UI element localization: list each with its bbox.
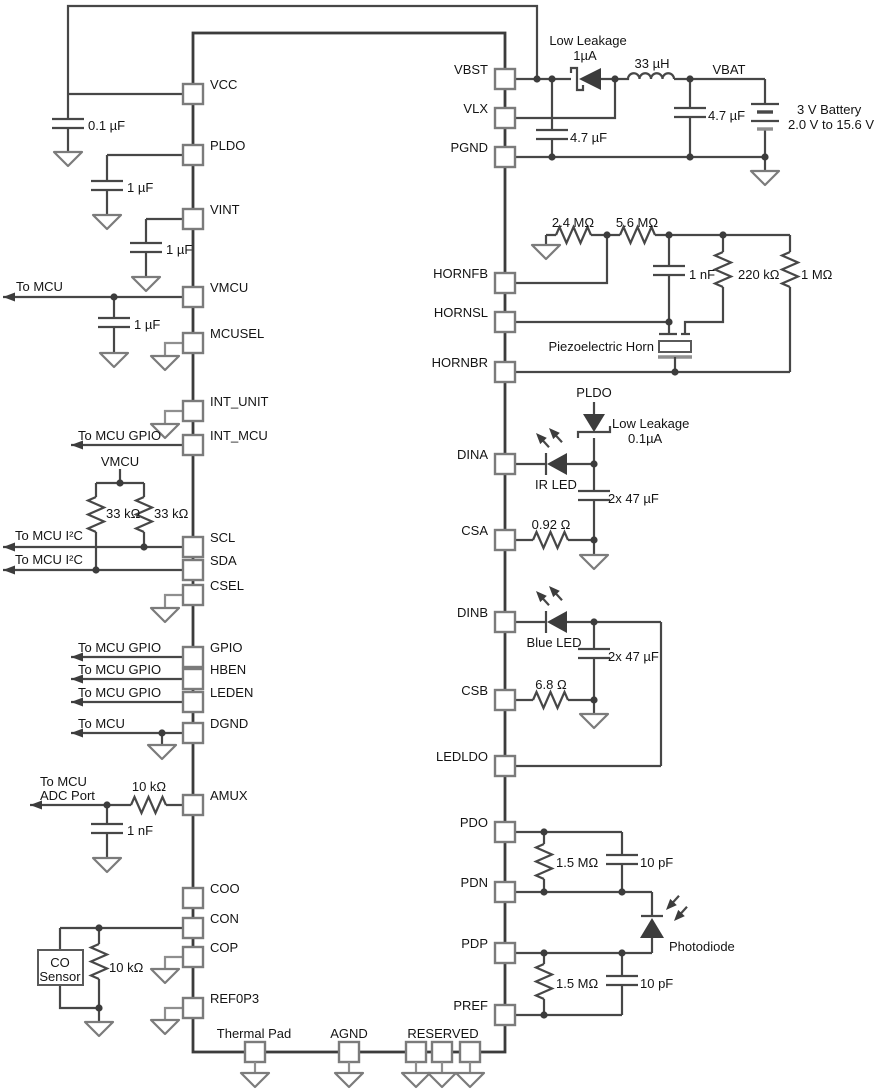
pin-label-dgnd: DGND bbox=[210, 716, 249, 731]
vint-cap-value: 1 µF bbox=[166, 242, 193, 257]
amux-r-value: 10 kΩ bbox=[131, 779, 167, 794]
pd-r-bottom bbox=[536, 964, 552, 999]
junction-dot bbox=[540, 1011, 547, 1018]
pin-label-pgnd: PGND bbox=[450, 140, 488, 155]
ground-icon bbox=[751, 171, 779, 185]
co-load-resistor bbox=[91, 944, 107, 979]
junction-dot bbox=[92, 566, 99, 573]
pin-label-hornfb: HORNFB bbox=[433, 266, 488, 281]
scl-dest-label: To MCU I²C bbox=[15, 528, 83, 543]
ground-icon bbox=[148, 745, 176, 759]
pin-gpio bbox=[183, 647, 203, 667]
pldo-net-label: PLDO bbox=[576, 385, 612, 400]
led-emission-arrow-icon bbox=[536, 433, 549, 447]
ir-diode-note: Low Leakage bbox=[612, 416, 690, 431]
ground-icon bbox=[93, 215, 121, 229]
amux-cap-value: 1 nF bbox=[127, 823, 154, 838]
vcc-cap-value: 0.1 µF bbox=[88, 118, 126, 133]
junction-dot bbox=[686, 75, 693, 82]
sda-dest-label: To MCU I²C bbox=[15, 552, 83, 567]
pin-label-vbst: VBST bbox=[454, 62, 488, 77]
arrow-left-icon bbox=[3, 293, 15, 302]
horn-cap-value: 1 nF bbox=[689, 267, 716, 282]
led-emission-arrow-icon bbox=[549, 428, 562, 442]
pin-dinb bbox=[495, 612, 515, 632]
amux-series-resistor bbox=[131, 797, 166, 813]
ground-icon bbox=[151, 969, 179, 983]
pin-sda bbox=[183, 560, 203, 580]
pd-c-bottom-value: 10 pF bbox=[640, 976, 674, 991]
pullup-rail-label: VMCU bbox=[100, 454, 140, 469]
vmcu-cap-value: 1 µF bbox=[134, 317, 161, 332]
horn-r-brake-value: 1 MΩ bbox=[801, 267, 833, 282]
pin-label-amux: AMUX bbox=[210, 788, 248, 803]
junction-dot bbox=[590, 618, 597, 625]
pin-label-dina: DINA bbox=[456, 447, 488, 462]
dgnd-dest-label: To MCU bbox=[78, 716, 125, 731]
junction-dot bbox=[103, 801, 110, 808]
arrow-left-icon bbox=[3, 566, 15, 575]
pin-label-reserved: RESERVED bbox=[407, 1026, 479, 1041]
pin-label-csel: CSEL bbox=[210, 578, 244, 593]
pin-label-hornsl: HORNSL bbox=[433, 305, 488, 320]
pin-label-agnd: AGND bbox=[330, 1026, 368, 1041]
blue-led-label: Blue LED bbox=[526, 635, 582, 650]
pin-label-ref0p3: REF0P3 bbox=[210, 991, 260, 1006]
vbat-cap-value: 4.7 µF bbox=[708, 108, 746, 123]
pd-incident-arrow-icon bbox=[674, 907, 687, 921]
junction-dot bbox=[540, 888, 547, 895]
gpio-line bbox=[71, 640, 183, 662]
horn-r-slope bbox=[715, 252, 731, 287]
dgnd-line bbox=[71, 716, 183, 759]
pin-csel bbox=[183, 585, 203, 605]
pd-r-bottom-value: 1.5 MΩ bbox=[556, 976, 599, 991]
pin-scl bbox=[183, 537, 203, 557]
photodiode-network bbox=[515, 828, 735, 1018]
junction-dot bbox=[686, 153, 693, 160]
ir-led-label: IR LED bbox=[535, 477, 577, 492]
int-mcu-dest-label: To MCU GPIO bbox=[78, 428, 162, 443]
junction-dot bbox=[665, 318, 672, 325]
pin-label-ledldo: LEDLDO bbox=[435, 749, 488, 764]
cop-ground bbox=[151, 957, 183, 983]
pin-label-cop: COP bbox=[210, 940, 239, 955]
junction-dot bbox=[540, 949, 547, 956]
pin-label-int-unit: INT_UNIT bbox=[210, 394, 269, 409]
pin-vmcu bbox=[183, 287, 203, 307]
sda-line bbox=[3, 552, 183, 575]
pin-int-mcu bbox=[183, 435, 203, 455]
junction-dot bbox=[116, 479, 123, 486]
ic-body bbox=[193, 33, 505, 1052]
junction-dot bbox=[590, 696, 597, 703]
pin-label-csb: CSB bbox=[461, 683, 488, 698]
hben-line bbox=[71, 662, 183, 684]
ir-led-driver bbox=[515, 385, 689, 569]
pin-ledldo bbox=[495, 756, 515, 776]
junction-dot bbox=[618, 888, 625, 895]
pullup-r-value: 33 kΩ bbox=[154, 506, 189, 521]
ground-icon bbox=[335, 1073, 363, 1087]
mcusel-ground bbox=[151, 343, 183, 370]
leden-dest-label: To MCU GPIO bbox=[78, 685, 162, 700]
junction-dot bbox=[603, 231, 610, 238]
pin-dina bbox=[495, 454, 515, 474]
pin-vcc bbox=[183, 84, 203, 104]
co-load-r-value: 10 kΩ bbox=[109, 960, 144, 975]
pin-label-pdo: PDO bbox=[459, 815, 488, 830]
leden-line bbox=[71, 685, 183, 707]
ground-icon bbox=[100, 353, 128, 367]
junction-dot bbox=[110, 293, 117, 300]
pullup-resistor-sda bbox=[88, 497, 104, 532]
junction-dot bbox=[140, 543, 147, 550]
ground-icon bbox=[580, 555, 608, 569]
boost-diode-note: Low Leakage bbox=[549, 33, 627, 48]
pin-label-vlx: VLX bbox=[463, 101, 488, 116]
pin-label-con: CON bbox=[210, 911, 239, 926]
pin-int-unit bbox=[183, 401, 203, 421]
boost-converter bbox=[515, 33, 874, 185]
amux-dest-label-2: ADC Port bbox=[40, 788, 95, 803]
pin-leden bbox=[183, 692, 203, 712]
pin-label-vcc: VCC bbox=[210, 77, 238, 92]
blue-cap-value: 2x 47 µF bbox=[608, 649, 659, 664]
junction-dot bbox=[548, 153, 555, 160]
low-leakage-diode-icon bbox=[583, 414, 605, 432]
pin-label-gpio: GPIO bbox=[210, 640, 243, 655]
ground-icon bbox=[580, 714, 608, 728]
pin-agnd bbox=[339, 1042, 359, 1062]
junction-dot bbox=[95, 924, 102, 931]
pd-r-top-value: 1.5 MΩ bbox=[556, 855, 599, 870]
junction-dot bbox=[590, 536, 597, 543]
blue-led-driver bbox=[515, 586, 661, 766]
pin-pdn bbox=[495, 882, 515, 902]
pin-label-vint: VINT bbox=[210, 202, 240, 217]
junction-dot bbox=[95, 1004, 102, 1011]
pin-csa bbox=[495, 530, 515, 550]
pin-dgnd bbox=[183, 723, 203, 743]
pd-incident-arrow-icon bbox=[666, 896, 679, 910]
boost-diode-current: 1µA bbox=[573, 48, 597, 63]
csel-ground bbox=[151, 595, 183, 622]
photodiode-label: Photodiode bbox=[669, 939, 735, 954]
pin-cop bbox=[183, 947, 203, 967]
blue-led-icon bbox=[547, 611, 567, 633]
ir-diode-current: 0.1µA bbox=[628, 431, 663, 446]
junction-dot bbox=[540, 828, 547, 835]
piezo-horn-icon bbox=[658, 334, 692, 372]
pin-label-coo: COO bbox=[210, 881, 240, 896]
inductor-icon bbox=[615, 73, 674, 79]
pin-label-scl: SCL bbox=[210, 530, 236, 545]
battery-label-1: 3 V Battery bbox=[797, 102, 862, 117]
horn-r-gnd-value: 2.4 MΩ bbox=[551, 215, 595, 230]
pin-pref bbox=[495, 1005, 515, 1025]
pin-pdp bbox=[495, 943, 515, 963]
pin-ref0p3 bbox=[183, 998, 203, 1018]
pd-r-top bbox=[536, 844, 552, 879]
amux-dest-label-1: To MCU bbox=[40, 774, 87, 789]
arrow-left-icon bbox=[3, 543, 15, 552]
junction-dot bbox=[533, 75, 540, 82]
pin-pdo bbox=[495, 822, 515, 842]
junction-dot bbox=[158, 729, 165, 736]
co-sensor-label-2: Sensor bbox=[39, 969, 81, 984]
junction-dot bbox=[719, 231, 726, 238]
pin-amux bbox=[183, 795, 203, 815]
hben-dest-label: To MCU GPIO bbox=[78, 662, 162, 677]
pin-vbst bbox=[495, 69, 515, 89]
blue-sense-resistor bbox=[533, 692, 568, 708]
ir-led-icon bbox=[547, 453, 567, 475]
ground-icon bbox=[151, 1020, 179, 1034]
pldo-cap-value: 1 µF bbox=[127, 180, 154, 195]
ref0p3-ground bbox=[151, 1008, 183, 1034]
battery-label-2: 2.0 V to 15.6 V bbox=[788, 117, 874, 132]
inductor-value: 33 µH bbox=[634, 56, 670, 71]
pin-vint bbox=[183, 209, 203, 229]
vmcu-dest-label: To MCU bbox=[16, 279, 63, 294]
vmcu-output bbox=[3, 279, 183, 367]
ground-icon bbox=[54, 152, 82, 166]
horn-r-brake bbox=[782, 252, 798, 287]
pin-label-mcusel: MCUSEL bbox=[210, 326, 265, 341]
pin-label-leden: LEDEN bbox=[210, 685, 254, 700]
ground-icon bbox=[428, 1073, 456, 1087]
pin-label-hben: HBEN bbox=[210, 662, 247, 677]
ground-icon bbox=[151, 356, 179, 370]
ground-icon bbox=[151, 608, 179, 622]
pin-label-sda: SDA bbox=[210, 553, 237, 568]
horn-driver bbox=[515, 215, 833, 376]
led-emission-arrow-icon bbox=[549, 586, 562, 600]
ground-icon bbox=[132, 277, 160, 291]
pin-pldo bbox=[183, 145, 203, 165]
pin-label-pdn: PDN bbox=[460, 875, 488, 890]
ground-icon bbox=[93, 858, 121, 872]
pin-coo bbox=[183, 888, 203, 908]
amux-filter bbox=[30, 774, 183, 872]
vlx-cap-value: 4.7 µF bbox=[570, 130, 608, 145]
ground-icon bbox=[85, 1022, 113, 1036]
led-emission-arrow-icon bbox=[536, 591, 549, 605]
vbat-net-label: VBAT bbox=[712, 62, 746, 77]
ir-sense-resistor bbox=[533, 532, 568, 548]
photodiode-icon bbox=[640, 918, 664, 938]
pin-reserved bbox=[460, 1042, 480, 1062]
junction-dot bbox=[618, 949, 625, 956]
pin-label-pldo: PLDO bbox=[210, 138, 246, 153]
junction-dot bbox=[665, 231, 672, 238]
battery-icon bbox=[751, 104, 779, 129]
ground-icon bbox=[532, 245, 560, 259]
pin-label-pdp: PDP bbox=[461, 936, 488, 951]
pin-hornsl bbox=[495, 312, 515, 332]
pin-label-hornbr: HORNBR bbox=[431, 355, 488, 370]
hornfb-wire bbox=[515, 235, 607, 283]
ir-sense-r-value: 0.92 Ω bbox=[531, 517, 571, 532]
gpio-dest-label: To MCU GPIO bbox=[78, 640, 162, 655]
junction-dot bbox=[671, 368, 678, 375]
horn-r-slope-value: 220 kΩ bbox=[738, 267, 780, 282]
ground-icon bbox=[241, 1073, 269, 1087]
pin-label-vmcu: VMCU bbox=[210, 280, 249, 295]
pin-label-pref: PREF bbox=[453, 998, 488, 1013]
piezo-horn-label: Piezoelectric Horn bbox=[548, 339, 654, 354]
junction-dot bbox=[611, 75, 618, 82]
pin-reserved bbox=[406, 1042, 426, 1062]
pd-c-top-value: 10 pF bbox=[640, 855, 674, 870]
pin-label-thermal-pad: Thermal Pad bbox=[216, 1026, 292, 1041]
pin-label-dinb: DINB bbox=[456, 605, 488, 620]
ground-icon bbox=[402, 1073, 430, 1087]
pin-pgnd bbox=[495, 147, 515, 167]
junction-dot bbox=[548, 75, 555, 82]
pin-thermal-pad bbox=[245, 1042, 265, 1062]
pin-label-csa: CSA bbox=[461, 523, 488, 538]
junction-dot bbox=[761, 153, 768, 160]
co-sensor-label-1: CO bbox=[50, 955, 70, 970]
junction-dot bbox=[590, 460, 597, 467]
pin-label-int-mcu: INT_MCU bbox=[210, 428, 268, 443]
pin-vlx bbox=[495, 108, 515, 128]
horn-r-feedback-value: 5.6 MΩ bbox=[615, 215, 659, 230]
pullup-r-value: 33 kΩ bbox=[106, 506, 141, 521]
pin-mcusel bbox=[183, 333, 203, 353]
i2c-pullups bbox=[88, 454, 189, 570]
ground-icon bbox=[456, 1073, 484, 1087]
pin-csb bbox=[495, 690, 515, 710]
pin-con bbox=[183, 918, 203, 938]
pin-reserved bbox=[432, 1042, 452, 1062]
ir-cap-value: 2x 47 µF bbox=[608, 491, 659, 506]
pin-hornfb bbox=[495, 273, 515, 293]
pin-hornbr bbox=[495, 362, 515, 382]
pin-hben bbox=[183, 669, 203, 689]
blue-sense-r-value: 6.8 Ω bbox=[535, 677, 567, 692]
